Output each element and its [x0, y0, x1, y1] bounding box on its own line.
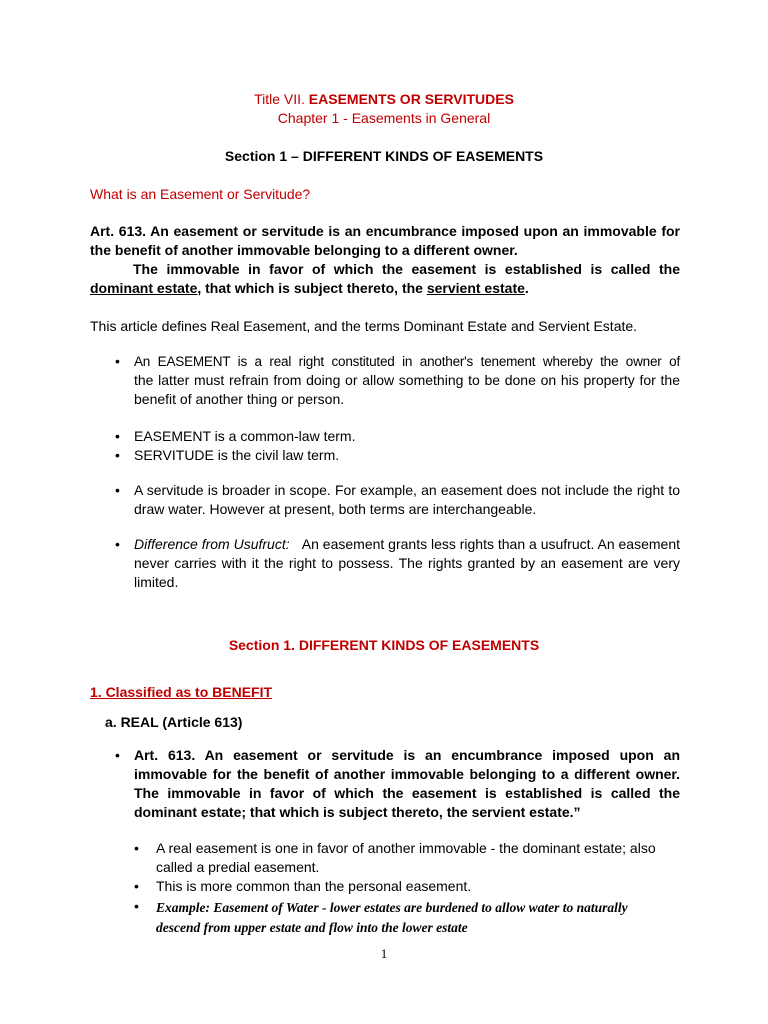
article-line-4	[90, 279, 529, 298]
section-heading-2: Section 1. DIFFERENT KINDS OF EASEMENTS	[228, 637, 540, 653]
title-line	[0, 90, 768, 109]
usufruct-label: Difference from Usufruct:	[134, 536, 290, 552]
usufruct-text: An easement grants less rights than a usufruct. An easement	[301, 536, 680, 552]
section-heading: Section 1 – DIFFERENT KINDS OF EASEMENTS	[224, 148, 544, 164]
real-heading: a. REAL (Article 613)	[105, 714, 243, 730]
article-line-3: The immovable in favor of which the easement is established is called the	[133, 261, 680, 277]
bullet-icon: •	[115, 536, 120, 552]
article-line-1: Art. 613. An easement or servitude is an encumbrance imposed upon an immovable for	[90, 223, 680, 239]
bullet-icon: •	[115, 482, 120, 498]
article-line-2: the benefit of another immovable belonging to a different owner.	[90, 242, 518, 258]
page-number: 1	[380, 946, 388, 961]
quote-line-4: dominant estate; that which is subject thereto, the servient estate.”	[134, 804, 581, 820]
more-common-item: This is more common than the personal easement.	[156, 878, 472, 894]
bullet-icon: •	[134, 898, 139, 914]
classified-heading: 1. Classified as to BENEFIT	[90, 684, 273, 700]
article-end-punct: .	[524, 280, 529, 296]
bullet-icon: •	[115, 447, 120, 463]
real-easement-line-1: A real easement is one in favor of another immovable - the dominant estate; also	[156, 840, 656, 856]
title-main: EASEMENTS OR SERVITUDES	[308, 91, 514, 107]
example-line-2: descend from upper estate and flow into the lower estate	[156, 920, 468, 935]
bullet-icon: •	[134, 878, 139, 894]
title-prefix: Title VII.	[254, 91, 309, 107]
quote-line-2: immovable for the benefit of another immovable belonging to a different owner.	[134, 766, 680, 782]
question-heading: What is an Easement or Servitude?	[90, 186, 311, 202]
quote-line-1: Art. 613. An easement or servitude is an encumbrance imposed upon an	[134, 747, 680, 763]
easement-def-line-2: the latter must refrain from doing or allow something to be done on his property for the	[134, 372, 680, 388]
bullet-icon: •	[115, 428, 120, 444]
servient-estate-term: servient estate	[426, 280, 525, 296]
easement-def-line-1: An EASEMENT is a real right constituted in another's tenement whereby the owner of	[134, 354, 680, 369]
bullet-icon: •	[115, 353, 120, 369]
broader-line-1: A servitude is broader in scope. For example, an easement does not include the right to	[134, 482, 680, 498]
example-line-1: Example: Easement of Water - lower estates are burdened to allow water to naturally	[156, 900, 628, 915]
broader-line-2: draw water. However at present, both terms are interchangeable.	[134, 501, 537, 517]
bullet-icon: •	[115, 747, 120, 763]
quote-line-3: The immovable in favor of which the easement is established is called the	[134, 785, 680, 801]
definition-paragraph: This article defines Real Easement, and the terms Dominant Estate and Servient Estate.	[90, 318, 638, 334]
common-law-item: EASEMENT is a common-law term.	[134, 428, 356, 444]
civil-law-item: SERVITUDE is the civil law term.	[134, 447, 340, 463]
dominant-estate-term: dominant estate	[90, 280, 198, 296]
easement-def-line-3: benefit of another thing or person.	[134, 391, 345, 407]
usufruct-line-1	[134, 535, 680, 554]
real-easement-line-2: called a predial easement.	[156, 859, 320, 875]
usufruct-line-3: limited.	[134, 574, 179, 590]
chapter-heading: Chapter 1 - Easements in General	[277, 110, 491, 126]
usufruct-line-2: never carries with it the right to possess. The rights granted by an easement are very	[134, 555, 680, 571]
article-mid-text: , that which is subject thereto, the	[197, 280, 427, 296]
bullet-icon: •	[134, 840, 139, 856]
